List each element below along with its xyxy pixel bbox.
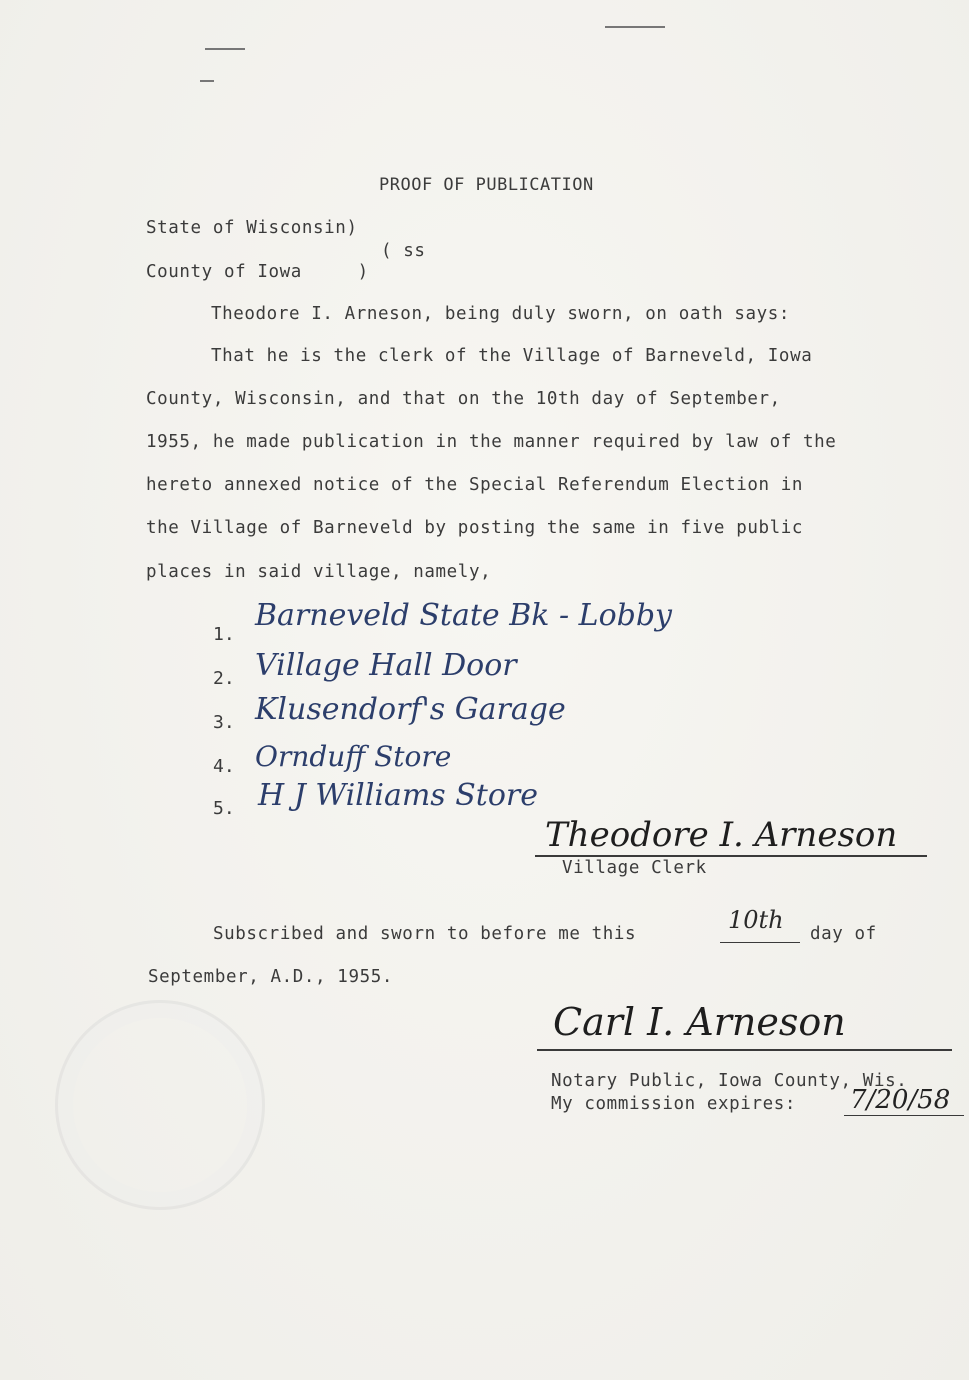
scan-speck: [200, 80, 214, 82]
body-line: That he is the clerk of the Village of Barneveld, Iowa: [211, 346, 813, 366]
body-line: places in said village, namely,: [146, 562, 492, 582]
oath-statement: Theodore I. Arneson, being duly sworn, on oath says:: [211, 304, 791, 324]
notary-title: Notary Public, Iowa County, Wis.: [551, 1071, 908, 1091]
scan-speck: [205, 48, 245, 50]
notary-seal: [55, 1000, 265, 1210]
clerk-title: Village Clerk: [562, 858, 707, 878]
jurat-prefix: Subscribed and sworn to before me this: [213, 924, 637, 944]
place-number: 5.: [213, 798, 235, 819]
clerk-signature-line: [535, 855, 927, 857]
place-number: 2.: [213, 668, 235, 689]
place-number: 4.: [213, 756, 235, 777]
place-number: 3.: [213, 712, 235, 733]
venue-county: County of Iowa ): [146, 262, 369, 282]
place-handwritten: Barneveld State Bk - Lobby: [255, 598, 672, 633]
scan-speck: [605, 26, 665, 28]
notary-signature-line: [537, 1049, 952, 1051]
jurat-day: 10th: [728, 906, 784, 934]
place-handwritten: Village Hall Door: [255, 648, 517, 683]
body-line: the Village of Barneveld by posting the same in five public: [146, 518, 804, 538]
clerk-signature: Theodore I. Arneson: [545, 815, 898, 855]
document-title: PROOF OF PUBLICATION: [379, 175, 594, 195]
commission-date-line: [844, 1115, 964, 1116]
place-handwritten: Klusendorf's Garage: [255, 692, 566, 727]
place-handwritten: H J Williams Store: [258, 778, 538, 813]
jurat-date: September, A.D., 1955.: [148, 967, 393, 987]
commission-date: 7/20/58: [850, 1085, 951, 1115]
body-line: 1955, he made publication in the manner required by law of the: [146, 432, 837, 452]
jurat-day-line: [720, 942, 800, 943]
jurat-suffix: day of: [810, 924, 877, 944]
place-number: 1.: [213, 624, 235, 645]
place-handwritten: Ornduff Store: [255, 740, 452, 773]
body-line: County, Wisconsin, and that on the 10th day of September,: [146, 389, 781, 409]
body-line: hereto annexed notice of the Special Referendum Election in: [146, 475, 804, 495]
venue-ss: ( ss: [381, 241, 426, 261]
commission-label: My commission expires:: [551, 1094, 796, 1114]
venue-state: State of Wisconsin): [146, 218, 358, 238]
notary-signature: Carl I. Arneson: [553, 1000, 846, 1044]
